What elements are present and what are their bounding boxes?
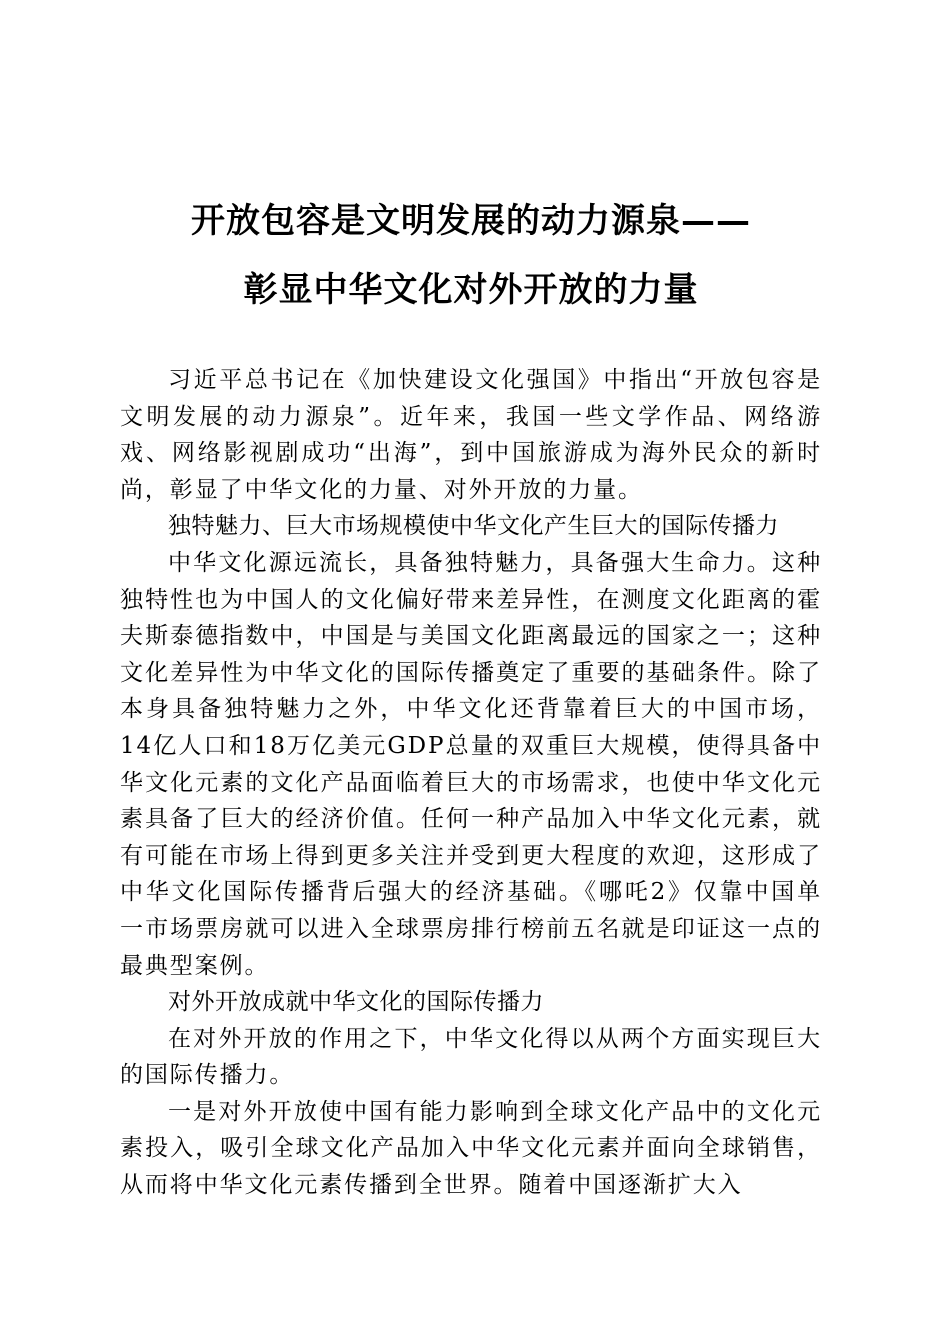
body-paragraph-1: 中华文化源远流长，具备独特魅力，具备强大生命力。这种独特性也为中国人的文化偏好带来差异性，在测度文化距离的霍夫斯泰德指数中，中国是与美国文化距离最远的国家之一；这种文化差异性为中华文化的国际传播奠定了重要的基础条件。除了本身具备独特魅力之外，中华文化还背靠着巨大的中国市场，14亿人口和18万亿美元GDP总量的双重巨大规模，使得具备中华文化元素的文化产品面临着巨大的市场需求，也使中华文化元素具备了巨大的经济价值。任何一种产品加入中华文化元素，就有可能在市场上得到更多关注并受到更大程度的欢迎，这形成了中华文化国际传播背后强大的经济基础。《哪吒2》仅靠中国单一市场票房就可以进入全球票房排行榜前五名就是印证这一点的最典型案例。 — [120, 549, 822, 979]
section-heading-2: 对外开放成就中华文化的国际传播力 — [168, 989, 544, 1016]
document-title-line-2: 彰显中华文化对外开放的力量 — [243, 270, 699, 310]
body-paragraph-3: 一是对外开放使中国有能力影响到全球文化产品中的文化元素投入，吸引全球文化产品加入中华文化元素并面向全球销售，从而将中华文化元素传播到全世界。随着中国逐渐扩大入 — [120, 1098, 822, 1199]
document-body — [120, 362, 822, 1204]
document-title-line-1: 开放包容是文明发展的动力源泉—— — [191, 201, 751, 241]
body-paragraph-2: 在对外开放的作用之下，中华文化得以从两个方面实现巨大的国际传播力。 — [120, 1025, 822, 1089]
intro-paragraph: 习近平总书记在《加快建设文化强国》中指出“开放包容是文明发展的动力源泉”。近年来，我国一些文学作品、网络游戏、网络影视剧成功“出海”，到中国旅游成为海外民众的新时尚，彰显了中华文化的力量、对外开放的力量。 — [120, 367, 822, 503]
section-heading-1: 独特魅力、巨大市场规模使中华文化产生巨大的国际传播力 — [168, 513, 779, 540]
